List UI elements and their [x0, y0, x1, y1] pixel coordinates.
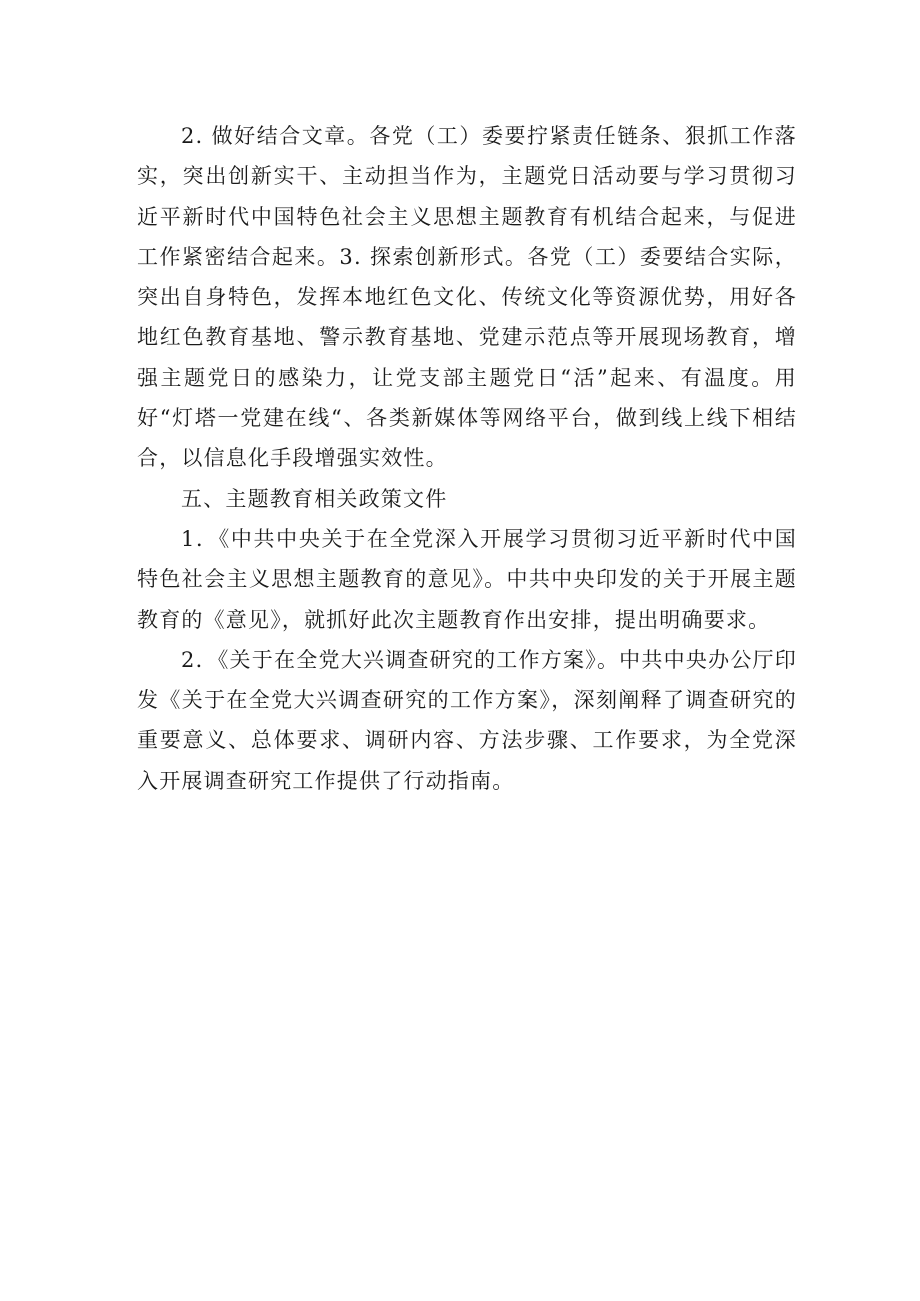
paragraph-policy-2: 2．《关于在全党大兴调查研究的工作方案》。中共中央办公厅印发《关于在全党大兴调查研究的工作方案》，深刻阐释了调查研究的重要意义、总体要求、调研内容、方法步骤、工作要求，为全党深入开展调查研究工作提供了行动指南。	[137, 647, 797, 793]
paragraph-item-2-combine: 2. 做好结合文章。各党（工）委要拧紧责任链条、狠抓工作落实，突出创新实干、主动担当作为，主题党日活动要与学习贯彻习近平新时代中国特色社会主义思想主题教育有机结合起来，与促进工作紧密结合起来。3. 探索创新形式。各党（工）委要结合实际，突出自身特色，发挥本地红色文化、传统文化等资源优势，用好各地红色教育基地、警示教育基地、党建示范点等开展现场教育，增强主题党日的感染力，让党支部主题党日“活”起来、有温度。用好“灯塔一党建在线“、各类新媒体等网络平台，做到线上线下相结合，以信息化手段增强实效性。	[137, 124, 797, 471]
section-heading-policy-documents: 五、主题教育相关政策文件	[181, 486, 448, 511]
paragraph-policy-1: 1．《中共中央关于在全党深入开展学习贯彻习近平新时代中国特色社会主义思想主题教育的意见》。中共中央印发的关于开展主题教育的《意见》，就抓好此次主题教育作出安排，提出明确要求。	[137, 526, 797, 632]
document-body	[137, 116, 797, 801]
